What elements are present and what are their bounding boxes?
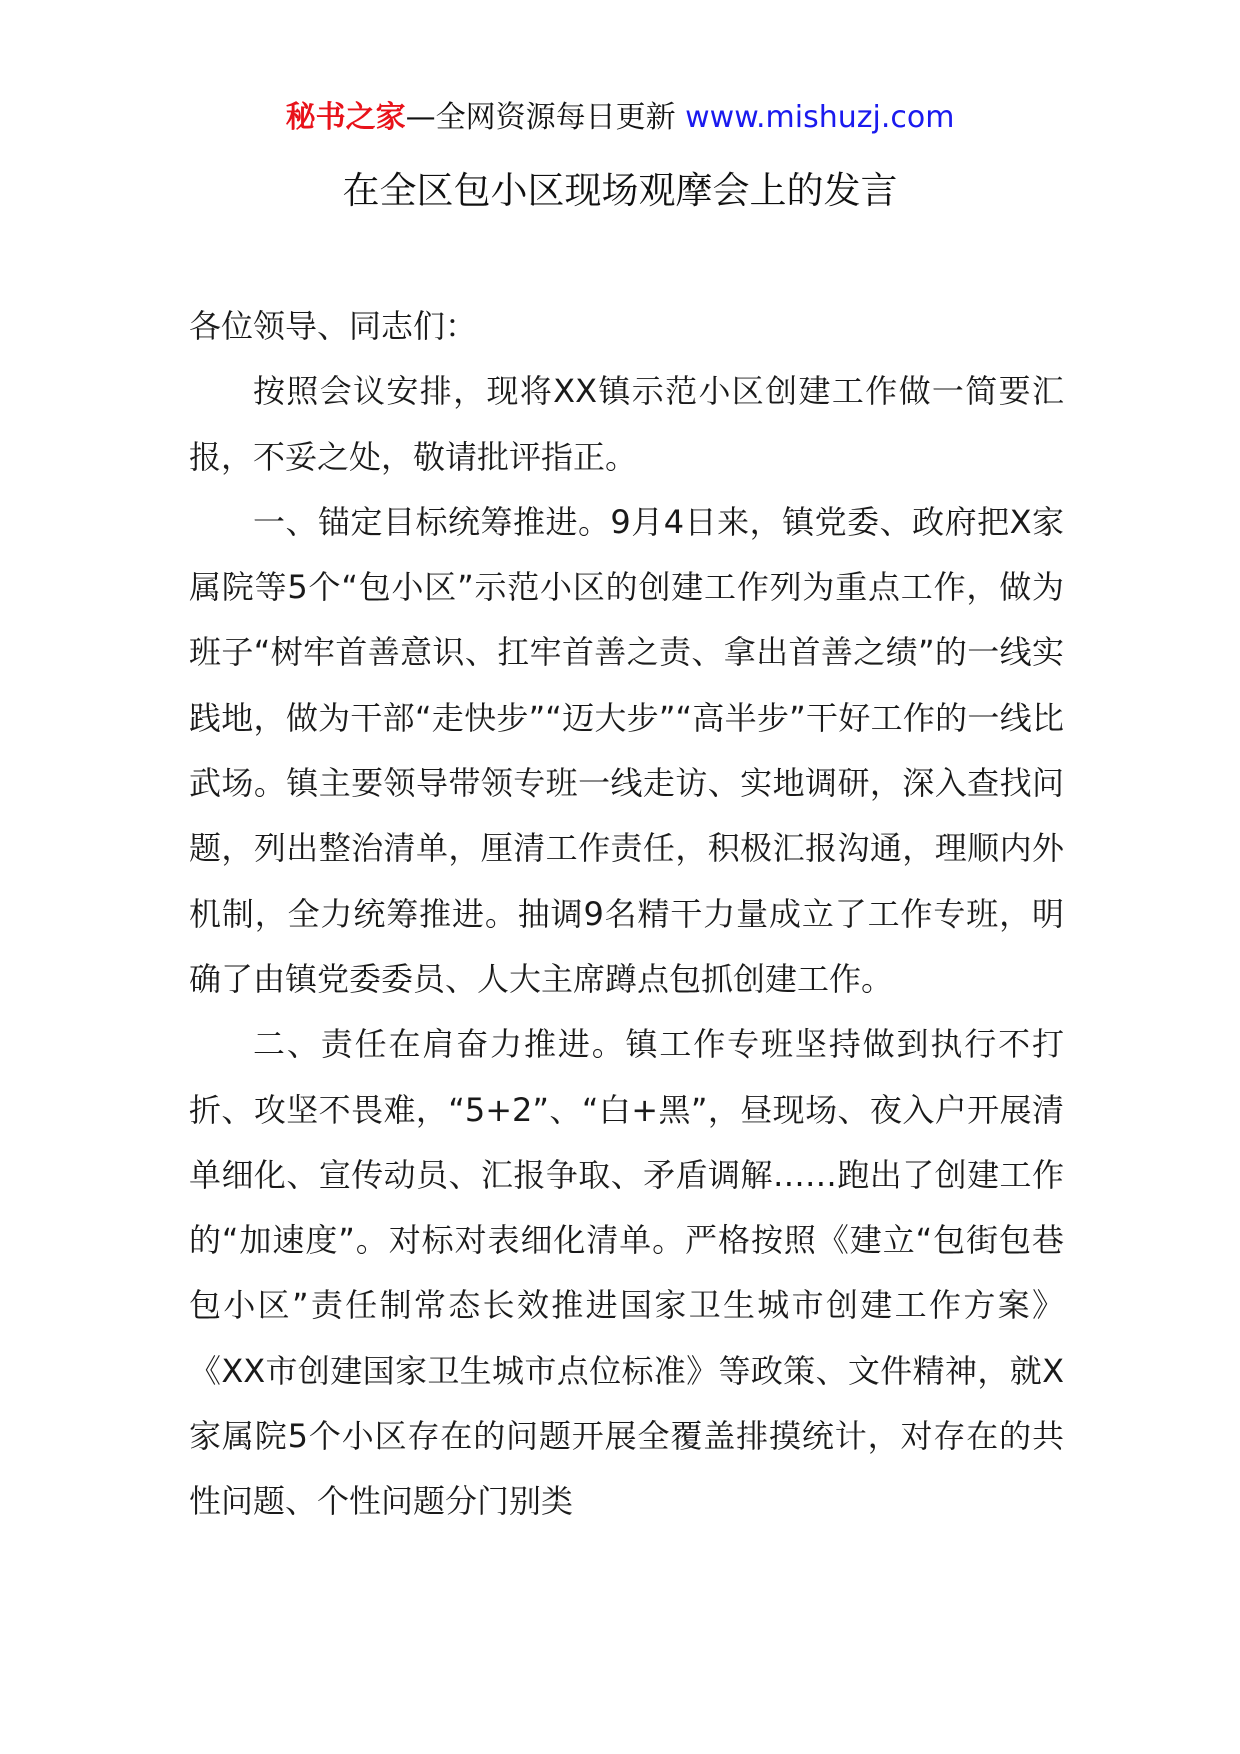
- site-slogan: —全网资源每日更新: [405, 100, 676, 135]
- site-name: 秘书之家: [285, 100, 406, 135]
- paragraph-intro: 按照会议安排，现将XX镇示范小区创建工作做一简要汇报，不妥之处，敬请批评指正。: [189, 372, 1064, 476]
- paragraph-section-1: 一、锚定目标统筹推进。9月4日来，镇党委、政府把X家属院等5个“包小区”示范小区的创建工作列为重点工作，做为班子“树牢首善意识、扛牢首善之责、拿出首善之绩”的一线实践地，做为干部“走快步”“迈大步”“高半步”干好工作的一线比武场。镇主要领导带领专班一线走访、实地调研，深入查找问题，列出整治清单，厘清工作责任，积极汇报沟通，理顺内外机制，全力统筹推进。抽调9名精干力量成立了工作专班，明确了由镇党委委员、人大主席蹲点包抓创建工作。: [189, 502, 1064, 998]
- site-header: [0, 98, 1240, 138]
- site-url-link[interactable]: www.mishuzj.com: [685, 100, 955, 135]
- document-title: 在全区包小区现场观摩会上的发言: [342, 169, 898, 212]
- paragraph-section-2: 二、责任在肩奋力推进。镇工作专班坚持做到执行不打折、攻坚不畏难，“5+2”、“白+黑”，昼现场、夜入户开展清单细化、宣传动员、汇报争取、矛盾调解……跑出了创建工作的“加速度”。对标对表细化清单。严格按照《建立“包街包巷包小区”责任制常态长效推进国家卫生城市创建工作方案》《XX市创建国家卫生城市点位标准》等政策、文件精神，就X家属院5个小区存在的问题开展全覆盖排摸统计，对存在的共性问题、个性问题分门别类: [189, 1025, 1064, 1521]
- document-body: [189, 294, 1064, 1535]
- salutation: 各位领导、同志们：: [189, 307, 478, 345]
